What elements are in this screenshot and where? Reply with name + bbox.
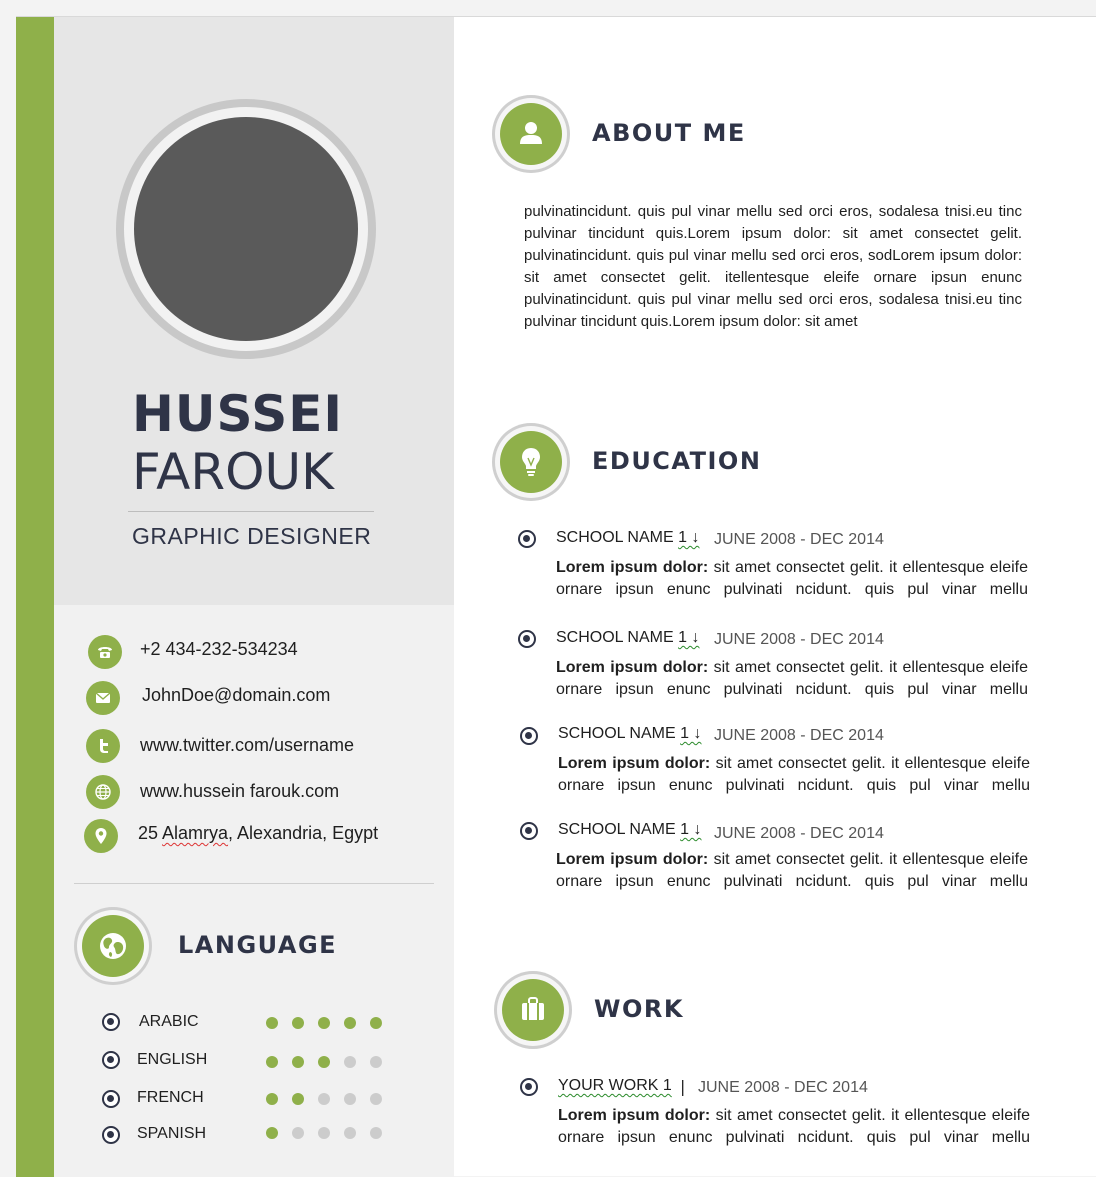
twitter-icon <box>86 729 120 763</box>
language-level-dot <box>292 1056 304 1068</box>
language-level-dot <box>318 1056 330 1068</box>
location-icon <box>84 819 118 853</box>
school-description: Lorem ipsum dolor: sit amet consectet gelit. it ellentesque eleife ornare ipsun enunc pulvinati ncidunt. quis pul vinar mellu <box>556 659 1029 698</box>
school-date: JUNE 2008 - DEC 2014 <box>714 531 884 548</box>
education-bullet <box>520 727 538 745</box>
phone-text: +2 434-232-534234 <box>140 639 298 659</box>
language-name: ENGLISH <box>137 1051 208 1068</box>
resume-page <box>16 16 1096 1176</box>
language-bullet <box>102 1013 120 1031</box>
name-divider <box>128 511 374 512</box>
language-level-dot <box>370 1017 382 1029</box>
work-description: Lorem ipsum dolor: sit amet consectet gelit. it ellentesque eleife ornare ipsun enunc pulvinati ncidunt. quis pul vinar mellu <box>558 1107 1031 1146</box>
school-name: SCHOOL NAME 1 ↓ <box>556 629 700 646</box>
work-badge <box>494 971 572 1049</box>
language-level-dot <box>266 1127 278 1139</box>
job-title: GRAPHIC DESIGNER <box>132 523 372 549</box>
phone-icon <box>88 635 122 669</box>
accent-bar <box>16 17 54 1177</box>
school-description: Lorem ipsum dolor: sit amet consectet gelit. it ellentesque eleife ornare ipsun enunc pulvinati ncidunt. quis pul vinar mellu <box>556 851 1029 890</box>
language-level-dot <box>370 1056 382 1068</box>
person-icon <box>513 116 549 152</box>
language-name: SPANISH <box>137 1125 207 1142</box>
language-bullet <box>102 1090 120 1108</box>
about-title: ABOUT ME <box>592 119 746 147</box>
website-text: www.hussein farouk.com <box>140 781 340 801</box>
work-name: YOUR WORK 1 <box>558 1077 672 1094</box>
education-bullet <box>518 530 536 548</box>
briefcase-icon <box>515 992 551 1028</box>
school-description: Lorem ipsum dolor: sit amet consectet gelit. it ellentesque eleife ornare ipsun enunc pulvinati ncidunt. quis pul vinar mellu <box>558 755 1031 794</box>
work-date: JUNE 2008 - DEC 2014 <box>698 1079 868 1096</box>
school-name: SCHOOL NAME 1 ↓ <box>556 529 700 546</box>
globe-icon <box>86 775 120 809</box>
work-bullet <box>520 1078 538 1096</box>
language-level-dot <box>266 1017 278 1029</box>
mail-icon <box>86 681 120 715</box>
language-badge <box>74 907 152 985</box>
language-level-dot <box>370 1093 382 1105</box>
language-level-dot <box>292 1093 304 1105</box>
language-level-dot <box>266 1093 278 1105</box>
school-date: JUNE 2008 - DEC 2014 <box>714 727 884 744</box>
language-bullet <box>102 1126 120 1144</box>
school-name: SCHOOL NAME 1 ↓ <box>558 725 702 742</box>
lightbulb-icon <box>513 444 549 480</box>
avatar <box>134 117 358 341</box>
language-level-dot <box>266 1056 278 1068</box>
language-level-dot <box>370 1127 382 1139</box>
language-level-dot <box>318 1093 330 1105</box>
language-level-dot <box>344 1017 356 1029</box>
work-separator: | <box>680 1077 686 1096</box>
language-level-dot <box>318 1017 330 1029</box>
language-name: ARABIC <box>139 1013 199 1030</box>
about-text: pulvinatincidunt. quis pul vinar mellu sed orci eros, sodalesa tnisi.eu tinc pulvinar tincidunt quis.Lorem ipsum dolor: sit amet consectet gelit. pulvinatincidunt. quis pul vinar mellu sed orci eros, sodLorem ipsum dolor: sit amet consectet gelit. itellentesque eleife ornare ipsun enunc pulvinatincidunt. quis pul vinar mellu sed orci eros, sodalesa tnisi.eu tinc pulvinar tincidunt quis.Lorem ipsum dolor: sit amet <box>524 203 1022 330</box>
education-badge <box>492 423 570 501</box>
school-description: Lorem ipsum dolor: sit amet consectet gelit. it ellentesque eleife ornare ipsun enunc pulvinati ncidunt. quis pul vinar mellu <box>556 559 1029 598</box>
work-title: WORK <box>594 995 684 1023</box>
language-level-dot <box>344 1127 356 1139</box>
language-level-dot <box>344 1056 356 1068</box>
address-misspelled-word: Alamrya <box>162 823 229 843</box>
last-name: FAROUK <box>132 443 334 501</box>
language-name: FRENCH <box>137 1089 204 1106</box>
address-text: 25 Alamrya, Alexandria, Egypt <box>138 823 379 843</box>
sidebar-divider <box>74 883 434 884</box>
email-text: JohnDoe@domain.com <box>142 685 331 705</box>
language-title: LANGUAGE <box>178 931 338 959</box>
education-bullet <box>518 630 536 648</box>
language-level-dot <box>292 1127 304 1139</box>
school-name: SCHOOL NAME 1 ↓ <box>558 821 702 838</box>
language-level-dot <box>344 1093 356 1105</box>
language-level-dot <box>292 1017 304 1029</box>
school-date: JUNE 2008 - DEC 2014 <box>714 631 884 648</box>
school-date: JUNE 2008 - DEC 2014 <box>714 825 884 842</box>
globe-icon <box>95 928 131 964</box>
twitter-text: www.twitter.com/username <box>140 735 355 755</box>
education-title: EDUCATION <box>592 447 762 475</box>
education-bullet <box>520 822 538 840</box>
about-badge <box>492 95 570 173</box>
language-bullet <box>102 1051 120 1069</box>
first-name: HUSSEI <box>132 385 343 443</box>
language-level-dot <box>318 1127 330 1139</box>
